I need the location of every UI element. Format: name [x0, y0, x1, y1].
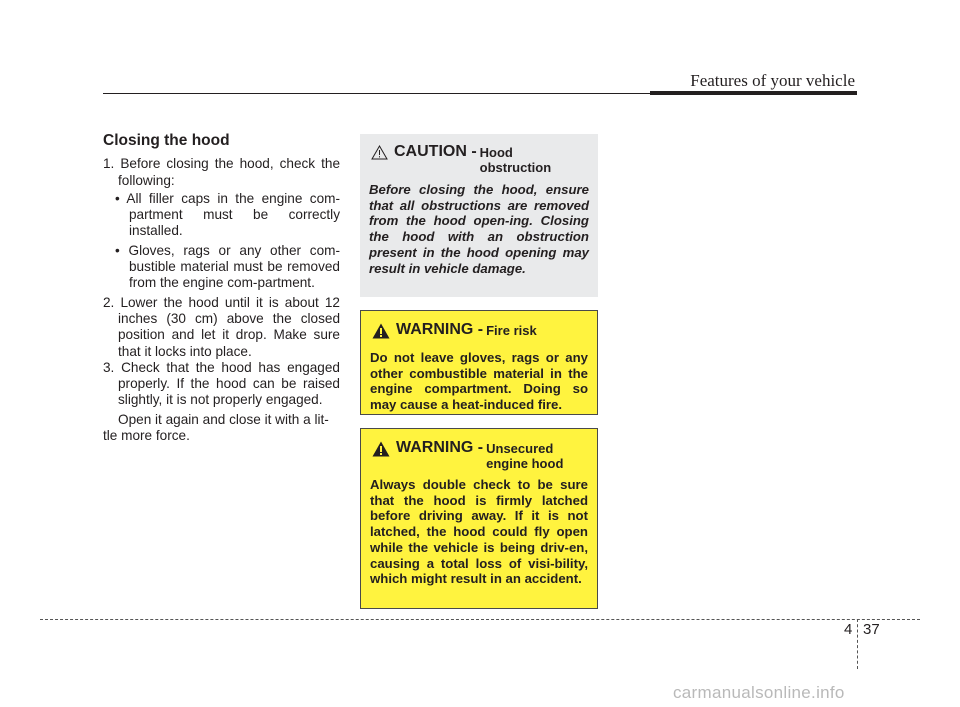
footer-rule — [40, 619, 920, 620]
step-3: 3. Check that the hood has engaged properly. If the hood can be raised slightly, it is not properly engaged. — [103, 359, 340, 408]
bullet-2: • Gloves, rags or any other com-bustible material must be removed from the engine com-partment. — [115, 242, 340, 291]
warning-hood-header — [372, 439, 588, 471]
caution-triangle-icon — [371, 145, 388, 165]
warning-hood-body: Always double check to be sure that the hood is firmly latched before driving away. If it is not latched, the hood could fly open while the vehicle is being driv-en, causing a total loss of visi-bility, which might result in an accident. — [370, 477, 588, 587]
header-rule — [103, 93, 651, 94]
warning-triangle-icon — [372, 323, 390, 344]
note-line-2: tle more force. — [103, 428, 190, 444]
warning-fire-keyword: WARNING - — [396, 321, 484, 338]
warning-fire-subject: Fire risk — [486, 323, 537, 338]
warning-hood-subject — [486, 441, 563, 471]
header-title: Features of your vehicle — [690, 71, 855, 90]
caution-header — [371, 143, 589, 175]
warning-fire-box — [360, 310, 598, 415]
step-2: 2. Lower the hood until it is about 12 inches (30 cm) above the closed position and let it drop. Make sure that it locks into place. — [103, 294, 340, 359]
caution-body: Before closing the hood, ensure that all obstructions are removed from the hood open-ing. Closing the hood with an obstruction present in the hood opening may result in vehicle damage. — [369, 182, 589, 276]
warning-fire-body: Do not leave gloves, rags or any other combustible material in the engine compartment. Doing so may cause a heat-induced fire. — [370, 350, 588, 413]
page-number: 37 — [863, 621, 880, 638]
caution-box — [360, 134, 598, 297]
step-1: 1. Before closing the hood, check the following: — [103, 156, 340, 188]
caution-keyword: CAUTION - — [394, 143, 477, 160]
footer-divider — [857, 619, 858, 669]
bullet-1: • All filler caps in the engine com-partment must be correctly installed. — [115, 190, 340, 239]
warning-hood-keyword: WARNING - — [396, 439, 484, 456]
warning-hood-box — [360, 428, 598, 609]
caution-subject-line2: obstruction — [479, 160, 552, 175]
warning-hood-subject-line2: engine hood — [486, 456, 564, 471]
chapter-number: 4 — [844, 621, 853, 638]
warning-hood-subject-line1: Unsecured — [486, 441, 554, 456]
section-heading: Closing the hood — [103, 132, 230, 149]
caution-subject-line1: Hood — [479, 145, 513, 160]
warning-triangle-icon — [372, 441, 390, 462]
header-bar — [650, 91, 857, 95]
main-column — [103, 133, 340, 444]
watermark: carmanualsonline.info — [673, 683, 845, 702]
caution-subject — [480, 145, 552, 175]
note-line-1: Open it again and close it with a lit- — [118, 411, 329, 427]
warning-fire-header — [372, 321, 588, 344]
